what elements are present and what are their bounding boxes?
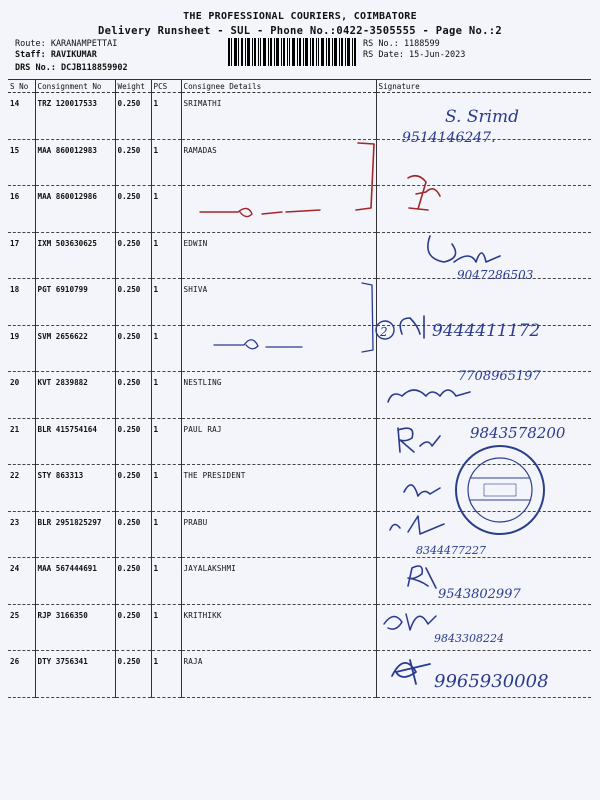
cell-pcs: 1 [151, 325, 181, 372]
cell-pcs: 1 [151, 139, 181, 186]
phone-shiva: 9444411172 [432, 321, 541, 341]
cell-pcs: 1 [151, 232, 181, 279]
circled-number: 2 [380, 325, 388, 339]
cell-pcs: 1 [151, 279, 181, 326]
cell-sno: 19 [8, 325, 35, 372]
cell-signature [376, 372, 591, 419]
cell-sno: 15 [8, 139, 35, 186]
phone-paulraj: 9843578200 [470, 424, 566, 442]
col-signature: Signature [376, 80, 591, 93]
col-consignment: Consignment No [35, 80, 115, 93]
phone-prabu: 8344477227 [416, 544, 486, 557]
cell-weight: 0.250 [115, 232, 151, 279]
cell-consignment: PGT 6910799 [35, 279, 115, 326]
cell-consignee: PAUL RAJ [181, 418, 376, 465]
cell-weight: 0.250 [115, 511, 151, 558]
col-pcs: PCS [151, 80, 181, 93]
cell-consignee: JAYALAKSHMI [181, 558, 376, 605]
runsheet-title: Delivery Runsheet - SUL - Phone No.:0422-3505555 - Page No.:2 [98, 25, 502, 37]
table-row [8, 651, 591, 698]
table-row [8, 604, 591, 651]
rs-date: RS Date: 15-Jun-2023 [363, 50, 466, 60]
cell-weight: 0.250 [115, 558, 151, 605]
cell-consignee: THE PRESIDENT [181, 465, 376, 512]
cell-sno: 20 [8, 372, 35, 419]
cell-weight: 0.250 [115, 372, 151, 419]
cell-consignment: RJP 3166350 [35, 604, 115, 651]
staff-label: Staff: RAVIKUMAR [15, 50, 97, 60]
cell-pcs: 1 [151, 418, 181, 465]
cell-consignee: SRIMATHI [181, 93, 376, 140]
cell-pcs: 1 [151, 558, 181, 605]
cell-weight: 0.250 [115, 279, 151, 326]
cell-weight: 0.250 [115, 325, 151, 372]
col-consignee: Consignee Details [181, 80, 376, 93]
cell-consignment: BLR 415754164 [35, 418, 115, 465]
table-row [8, 232, 591, 279]
cell-consignee: KRITHIKK [181, 604, 376, 651]
cell-signature [376, 186, 591, 233]
table-row [8, 186, 591, 233]
phone-srimathi: 9514146247. [402, 130, 496, 146]
phone-nestling-1: 7708965197 [458, 369, 541, 384]
cell-weight: 0.250 [115, 93, 151, 140]
cell-sno: 21 [8, 418, 35, 465]
cell-pcs: 1 [151, 604, 181, 651]
cell-consignment: MAA 860012983 [35, 139, 115, 186]
cell-pcs: 1 [151, 372, 181, 419]
route-label: Route: KARANAMPETTAI [15, 39, 118, 49]
col-sno: S No [8, 80, 35, 93]
cell-consignment: SVM 2656622 [35, 325, 115, 372]
signature-srimathi: S. Srimd [445, 107, 520, 127]
table-row [8, 93, 591, 140]
cell-sno: 17 [8, 232, 35, 279]
drs-number: DRS No.: DCJB118859902 [15, 63, 128, 73]
table-row [8, 511, 591, 558]
cell-consignment: IXM 503630625 [35, 232, 115, 279]
cell-consignment: MAA 860012986 [35, 186, 115, 233]
cell-consignment: DTY 3756341 [35, 651, 115, 698]
cell-weight: 0.250 [115, 186, 151, 233]
cell-consignment: STY 863313 [35, 465, 115, 512]
cell-consignment: KVT 2839882 [35, 372, 115, 419]
cell-sno: 25 [8, 604, 35, 651]
cell-consignee: EDWIN [181, 232, 376, 279]
cell-weight: 0.250 [115, 465, 151, 512]
runsheet-table [8, 80, 591, 698]
cell-signature [376, 139, 591, 186]
cell-pcs: 1 [151, 186, 181, 233]
phone-edwin: 9047286503 [457, 268, 534, 282]
cell-consignment: MAA 567444691 [35, 558, 115, 605]
cell-signature [376, 418, 591, 465]
cell-signature [376, 93, 591, 140]
cell-signature [376, 604, 591, 651]
cell-consignee [181, 325, 376, 372]
cell-signature [376, 279, 591, 326]
cell-signature [376, 325, 591, 372]
cell-pcs: 1 [151, 93, 181, 140]
cell-signature [376, 651, 591, 698]
cell-signature [376, 465, 591, 512]
table-row [8, 372, 591, 419]
cell-consignee: RAMADAS [181, 139, 376, 186]
cell-sno: 26 [8, 651, 35, 698]
cell-sno: 14 [8, 93, 35, 140]
cell-weight: 0.250 [115, 604, 151, 651]
phone-jayalakshmi: 9543802997 [438, 587, 521, 602]
cell-pcs: 1 [151, 651, 181, 698]
phone-raja: 9965930008 [434, 671, 549, 692]
cell-weight: 0.250 [115, 139, 151, 186]
cell-sno: 24 [8, 558, 35, 605]
cell-sno: 23 [8, 511, 35, 558]
table-row [8, 325, 591, 372]
phone-krithikk: 9843308224 [434, 632, 504, 645]
cell-pcs: 1 [151, 511, 181, 558]
cell-signature [376, 232, 591, 279]
cell-consignment: TRZ 120017533 [35, 93, 115, 140]
cell-consignment: BLR 2951825297 [35, 511, 115, 558]
cell-consignee: RAJA [181, 651, 376, 698]
cell-weight: 0.250 [115, 418, 151, 465]
cell-consignee [181, 186, 376, 233]
barcode [228, 38, 356, 66]
table-row [8, 558, 591, 605]
rs-number: RS No.: 1188599 [363, 39, 440, 49]
col-weight: Weight [115, 80, 151, 93]
company-title: THE PROFESSIONAL COURIERS, COIMBATORE [183, 11, 417, 22]
table-header-row [8, 80, 591, 93]
cell-sno: 18 [8, 279, 35, 326]
cell-consignee: NESTLING [181, 372, 376, 419]
table-row [8, 139, 591, 186]
cell-signature [376, 558, 591, 605]
cell-weight: 0.250 [115, 651, 151, 698]
table-row [8, 465, 591, 512]
cell-sno: 16 [8, 186, 35, 233]
cell-consignee: PRABU [181, 511, 376, 558]
cell-signature [376, 511, 591, 558]
table-row [8, 279, 591, 326]
cell-sno: 22 [8, 465, 35, 512]
cell-consignee: SHIVA [181, 279, 376, 326]
table-row [8, 418, 591, 465]
cell-pcs: 1 [151, 465, 181, 512]
